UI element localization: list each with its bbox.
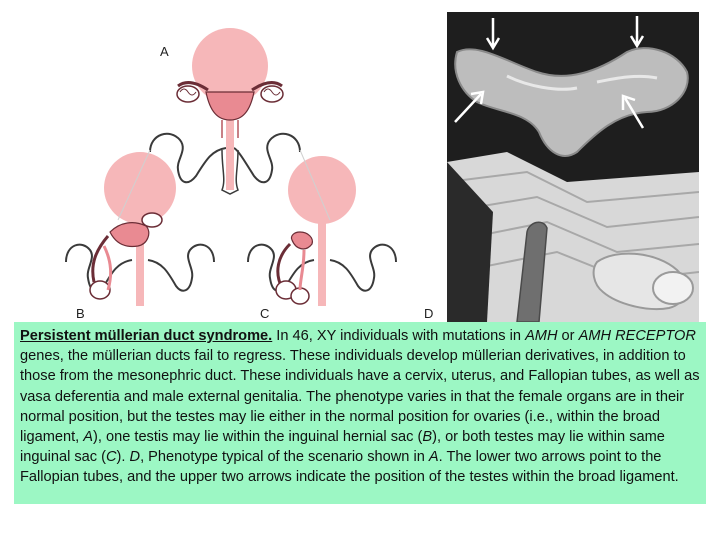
panel-label-b: B [76,306,85,321]
testis-2-c [291,288,309,304]
caption-text-8: . The lower two arrows point to the Fallopian tubes, and the upper two arrows indicate the position of the testes within the broad ligament. [20,449,679,486]
clinical-photo [447,12,699,322]
duct-c [300,250,304,290]
testis-inguinal-b [90,281,110,299]
caption-ref-b: B [422,429,433,446]
clinical-photo-icon [447,12,699,322]
panel-b-diagram [66,152,214,306]
caption-text-5: ), or both testes may lie within same inguinal sac ( [20,429,665,466]
uterus-b [110,223,149,247]
testis-upper-b [142,213,162,227]
uterus-c [291,232,312,249]
caption-text-4: ), one testis may lie within the inguinal hernial sac ( [93,429,423,446]
body-outline-right-a [234,134,300,182]
caption-text-6: ). [116,449,130,466]
fallopian-tube-b [93,236,108,282]
figure-caption [14,322,706,504]
caption-ref-a2: A [428,449,439,466]
body-outline-right-b [148,245,214,291]
caption-ref-d: D [129,449,141,466]
panel-label-c: C [260,306,270,321]
caption-ref-a: A [83,429,94,446]
caption-lead: Persistent müllerian duct syndrome. [20,328,273,344]
caption-text-7: , Phenotype typical of the scenario shown in [140,449,429,466]
bladder-shape-c [288,156,356,224]
panel-a-diagram [150,28,300,194]
panel-label-a: A [160,44,169,59]
testis-left-a [177,86,199,102]
testis-right-a [261,86,283,102]
bladder-shape-b [104,152,176,224]
caption-text-3: genes, the müllerian ducts fail to regress. These individuals develop müllerian derivatives, in addition to those from the mesonephric duct. These individuals have a cervix, uterus, and Fallopian tubes, as well as vasa deferentia and male external genitalia. The phenotype varies in that the female organs are in their normal position, but the testes may lie either in the normal position for ovaries (i.e., within the broad ligament, [20,348,700,446]
body-outline-right-c [330,245,396,291]
caption-text-1: In 46, XY individuals with mutations in [272,328,526,344]
uterus-a [206,92,254,120]
caption-ref-c: C [106,449,117,466]
caption-text-2: or [557,328,579,344]
diagram-illustrations [0,0,440,322]
urethra-c [318,218,326,306]
caption-gene-amh-receptor: AMH RECEPTOR [578,328,696,344]
caption-gene-amh: AMH [525,328,558,344]
panel-label-d: D [424,306,434,321]
